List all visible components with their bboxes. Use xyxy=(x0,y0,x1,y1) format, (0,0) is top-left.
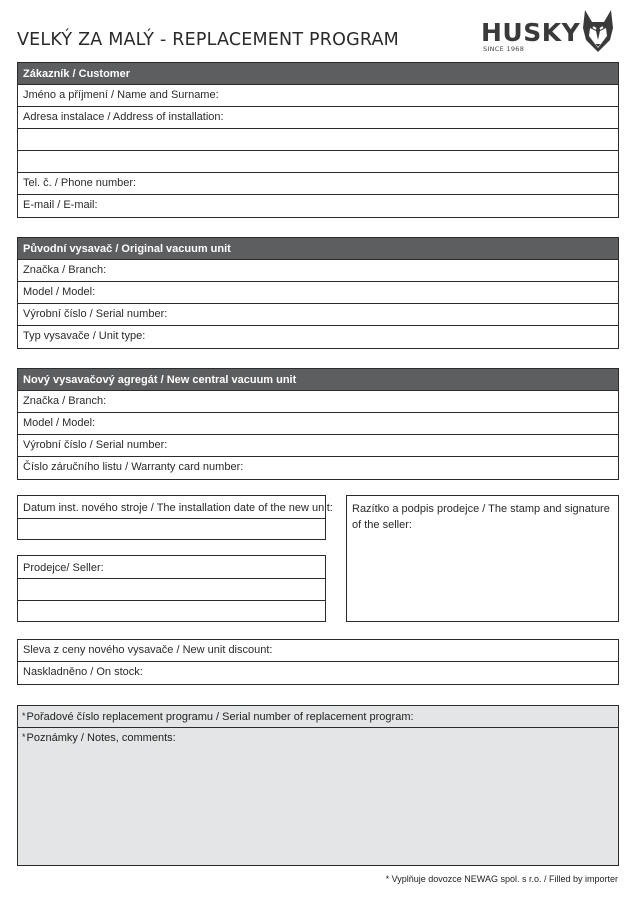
logo-since: SINCE 1968 xyxy=(483,45,525,53)
stamp-signature-label: Razítko a podpis prodejce / The stamp and signature of the seller: xyxy=(352,503,610,531)
customer-address-line-2[interactable] xyxy=(18,129,618,151)
new-serial-field[interactable]: Výrobní číslo / Serial number: xyxy=(18,435,618,457)
new-unit-header: Nový vysavačový agregát / New central vacuum unit xyxy=(18,369,618,391)
new-brand-field[interactable]: Značka / Branch: xyxy=(18,391,618,413)
seller-section xyxy=(17,555,326,622)
husky-dog-icon xyxy=(579,6,617,54)
original-serial-field[interactable]: Výrobní číslo / Serial number: xyxy=(18,304,618,326)
seller-field-line-1[interactable] xyxy=(18,579,325,601)
notes-label: Poznámky / Notes, comments: xyxy=(26,732,176,744)
customer-name-field[interactable]: Jméno a příjmení / Name and Surname: xyxy=(18,85,618,107)
customer-header: Zákazník / Customer xyxy=(18,63,618,85)
installation-date-label: Datum inst. nového stroje / The installation date of the new unit: xyxy=(18,496,325,519)
installation-date-section xyxy=(17,495,333,540)
new-warranty-field[interactable]: Číslo záručního listu / Warranty card number: xyxy=(23,461,244,473)
asterisk-mark: * xyxy=(22,711,26,721)
logo-brand: HUSKY xyxy=(481,18,581,47)
customer-address-field[interactable]: Adresa instalace / Address of installation: xyxy=(18,107,618,129)
new-model-field[interactable]: Model / Model: xyxy=(18,413,618,435)
importer-section xyxy=(17,705,619,866)
page-title: VELKÝ ZA MALÝ - REPLACEMENT PROGRAM xyxy=(17,30,399,50)
original-type-field[interactable]: Typ vysavače / Unit type: xyxy=(23,330,146,342)
customer-section xyxy=(17,62,619,218)
original-unit-section xyxy=(17,237,619,349)
importer-footnote: * Vyplňuje dovozce NEWAG spol. s r.o. / Filled by importer xyxy=(385,874,618,884)
original-unit-header: Původní vysavač / Original vacuum unit xyxy=(18,238,618,260)
new-unit-section xyxy=(17,368,619,480)
program-serial-label: Pořadové číslo replacement programu / Serial number of replacement program: xyxy=(26,711,414,723)
installation-date-field[interactable] xyxy=(18,519,325,539)
customer-address-line-3[interactable] xyxy=(18,151,618,173)
notes-field[interactable] xyxy=(18,728,618,865)
program-serial-field[interactable] xyxy=(18,706,618,728)
original-model-field[interactable]: Model / Model: xyxy=(18,282,618,304)
stamp-signature-box[interactable] xyxy=(346,495,619,622)
original-brand-field[interactable]: Značka / Branch: xyxy=(18,260,618,282)
customer-email-field[interactable]: E-mail / E-mail: xyxy=(23,199,98,211)
asterisk-mark: * xyxy=(22,732,26,742)
discount-section xyxy=(17,639,619,685)
customer-phone-field[interactable]: Tel. č. / Phone number: xyxy=(18,173,618,195)
husky-logo xyxy=(478,6,618,56)
on-stock-field[interactable]: Naskladněno / On stock: xyxy=(23,666,143,678)
seller-field-line-2[interactable] xyxy=(18,601,325,621)
seller-label: Prodejce/ Seller: xyxy=(18,556,325,579)
discount-field[interactable]: Sleva z ceny nového vysavače / New unit discount: xyxy=(18,640,618,662)
